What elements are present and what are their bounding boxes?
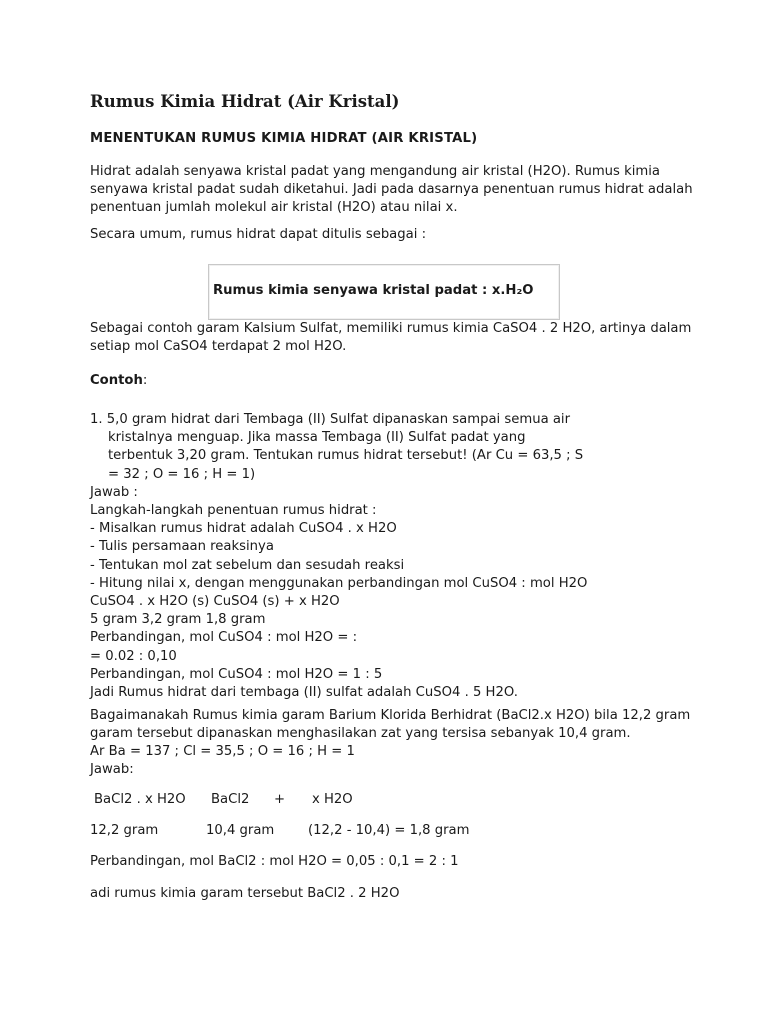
- reaction-product-salt: BaCl2: [211, 792, 250, 807]
- problem-line: Jawab:: [90, 762, 134, 777]
- general-formula-intro: Secara umum, rumus hidrat dapat ditulis sebagai :: [90, 227, 427, 242]
- page-title: Rumus Kimia Hidrat (Air Kristal): [90, 92, 400, 111]
- reaction-product-water: x H2O: [312, 792, 353, 807]
- answer-line: = 0.02 : 0,10: [90, 648, 177, 664]
- answer-line: CuSO4 . x H2O (s) CuSO4 (s) + x H2O: [90, 594, 340, 610]
- problem-line: terbentuk 3,20 gram. Tentukan rumus hidrat tersebut! (Ar Cu = 63,5 ; S: [108, 448, 584, 464]
- problem-line: garam tersebut dipanaskan menghasilakan zat yang tersisa sebanyak 10,4 gram.: [90, 726, 631, 741]
- example-paragraph: [90, 320, 691, 356]
- answer-line: Perbandingan, mol CuSO4 : mol H2O = 1 : 5: [90, 666, 383, 682]
- intro-paragraph: [90, 163, 693, 217]
- problem-line: Ar Ba = 137 ; Cl = 35,5 ; O = 16 ; H = 1: [90, 744, 355, 759]
- formula-box: [208, 264, 560, 320]
- answer-line: Perbandingan, mol CuSO4 : mol H2O = :: [90, 630, 358, 646]
- problem-1: [90, 411, 587, 702]
- example-line: Sebagai contoh garam Kalsium Sulfat, memiliki rumus kimia CaSO4 . 2 H2O, artinya dalam: [90, 321, 692, 336]
- answer-line: - Hitung nilai x, dengan menggunakan perbandingan mol CuSO4 : mol H2O: [90, 575, 588, 591]
- section-heading: MENENTUKAN RUMUS KIMIA HIDRAT (AIR KRISTAL): [90, 131, 478, 146]
- conclusion-line: adi rumus kimia garam tersebut BaCl2 . 2 H2O: [90, 886, 400, 901]
- intro-line: Hidrat adalah senyawa kristal padat yang mengandung air kristal (H2O). Rumus kimia: [90, 164, 660, 179]
- examples-label-text: Contoh: [90, 373, 143, 388]
- example-line: setiap mol CaSO4 terdapat 2 mol H2O.: [90, 339, 347, 354]
- answer-line: Jawab :: [90, 484, 138, 500]
- mass-water: (12,2 - 10,4) = 1,8 gram: [308, 823, 470, 838]
- formula-text: Rumus kimia senyawa kristal padat : x.H₂O: [213, 283, 534, 298]
- problem-line: kristalnya menguap. Jika massa Tembaga (II) Sulfat padat yang: [108, 430, 526, 446]
- answer-line: 5 gram 3,2 gram 1,8 gram: [90, 612, 266, 628]
- mass-salt: 10,4 gram: [206, 823, 275, 838]
- intro-line: penentuan jumlah molekul air kristal (H2O) atau nilai x.: [90, 200, 458, 215]
- intro-line: senyawa kristal padat sudah diketahui. Jadi pada dasarnya penentuan rumus hidrat adalah: [90, 182, 693, 197]
- ratio-line: Perbandingan, mol BaCl2 : mol H2O = 0,05 : 0,1 = 2 : 1: [90, 854, 459, 869]
- examples-label-colon: :: [142, 373, 148, 388]
- answer-line: - Tulis persamaan reaksinya: [90, 539, 274, 555]
- problem-line: 1. 5,0 gram hidrat dari Tembaga (II) Sulfat dipanaskan sampai semua air: [90, 412, 571, 427]
- answer-line: Jadi Rumus hidrat dari tembaga (II) sulfat adalah CuSO4 . 5 H2O.: [90, 685, 518, 701]
- mass-reactant: 12,2 gram: [90, 823, 159, 838]
- problem-line: Bagaimanakah Rumus kimia garam Barium Klorida Berhidrat (BaCl2.x H2O) bila 12,2 gram: [90, 708, 691, 723]
- answer-line: - Tentukan mol zat sebelum dan sesudah reaksi: [90, 557, 405, 573]
- problem-line: = 32 ; O = 16 ; H = 1): [108, 466, 256, 482]
- answer-line: - Misalkan rumus hidrat adalah CuSO4 . x H2O: [90, 521, 397, 537]
- reaction-plus: +: [274, 792, 286, 807]
- reaction-reactant: BaCl2 . x H2O: [94, 792, 186, 807]
- answer-line: Langkah-langkah penentuan rumus hidrat :: [90, 503, 377, 519]
- problem-2: [90, 707, 690, 779]
- examples-label: [90, 373, 147, 388]
